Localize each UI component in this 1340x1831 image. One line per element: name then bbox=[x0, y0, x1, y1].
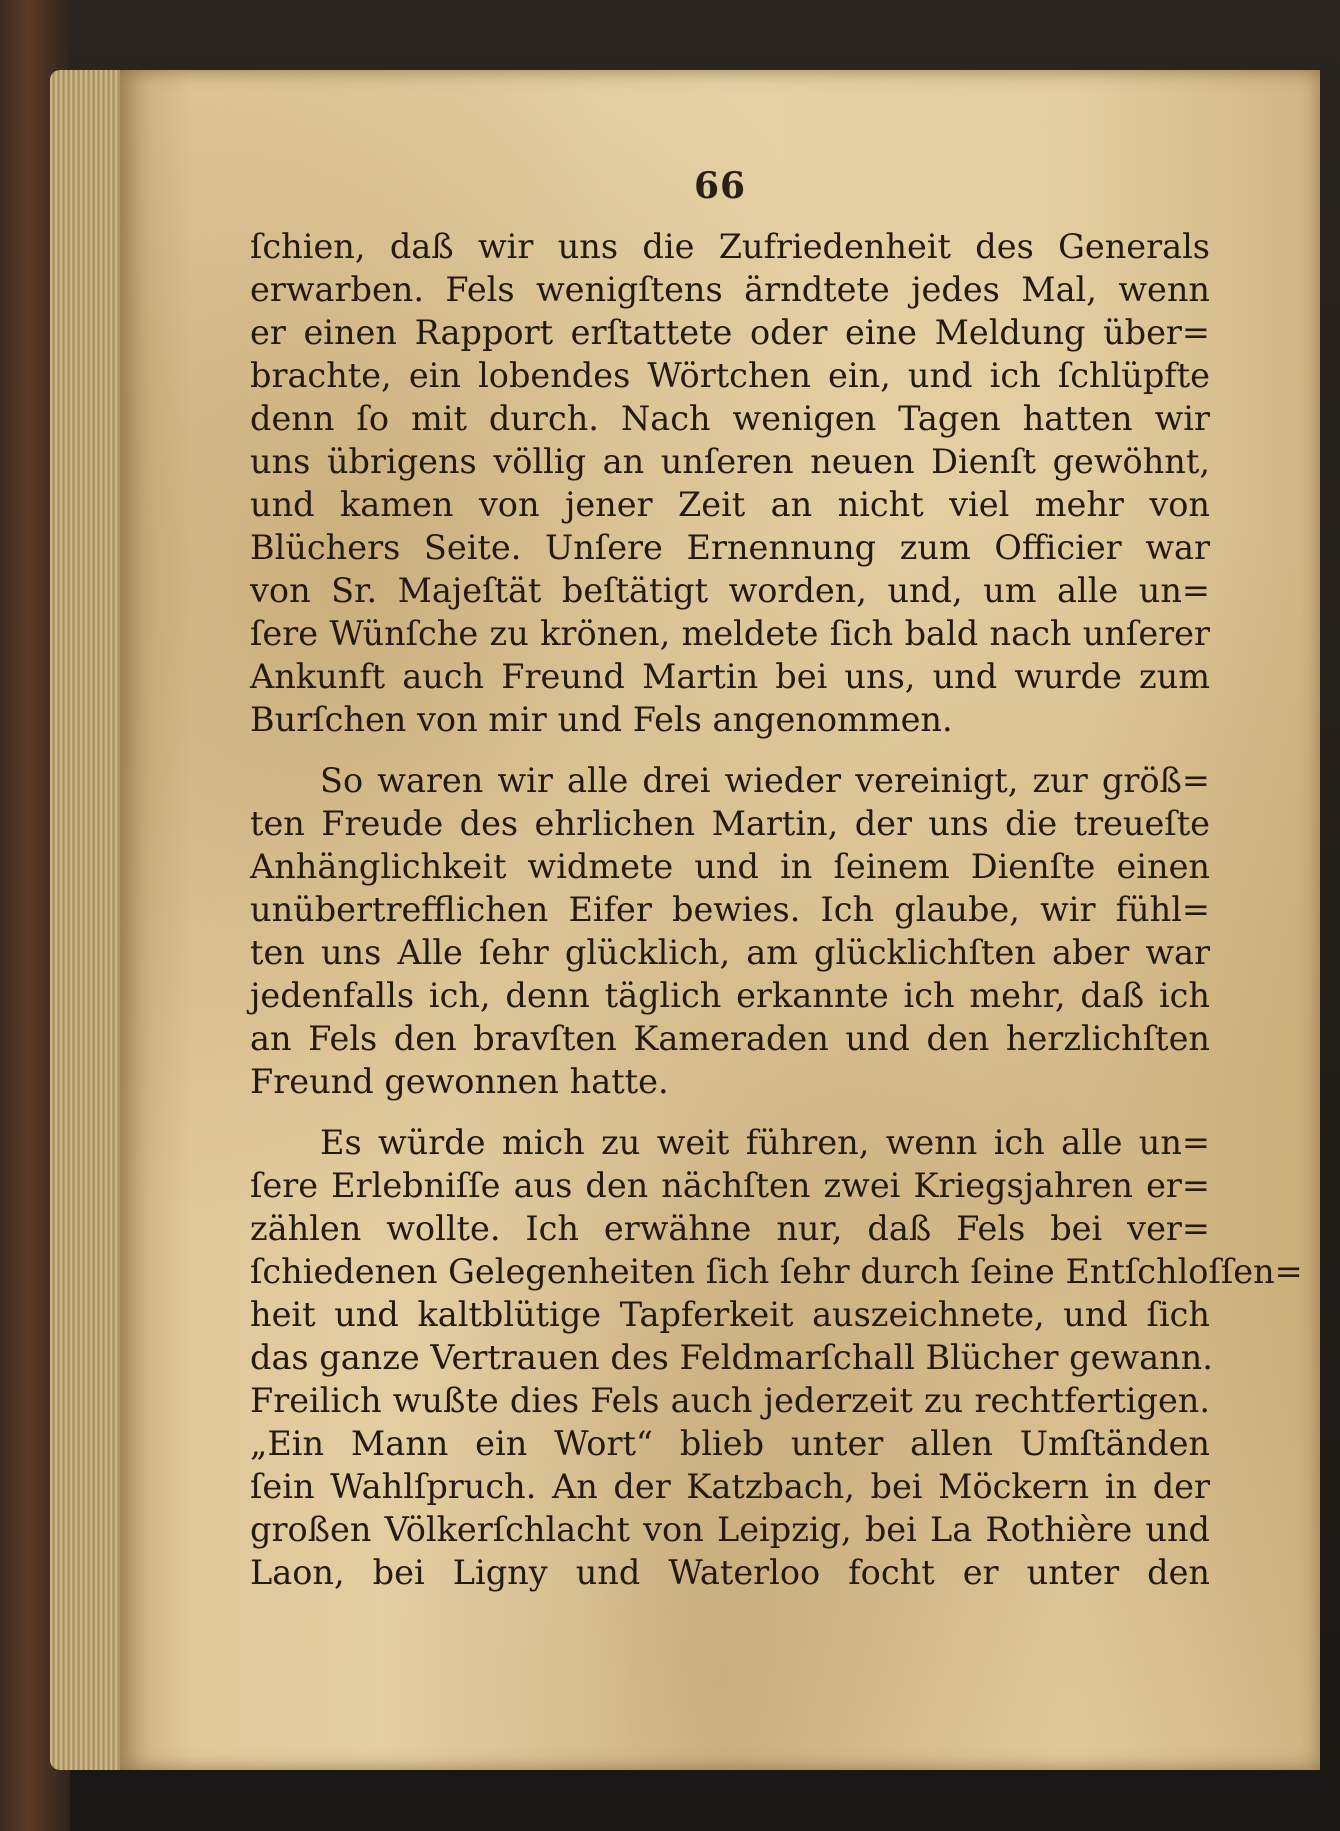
text-line: Freilich wußte dies Fels auch jederzeit zu rechtfertigen. bbox=[250, 1381, 1210, 1420]
text-line: brachte, ein lobendes Wörtchen ein, und ich ſchlüpfte bbox=[250, 356, 1210, 395]
text-line: Freund gewonnen hatte. bbox=[250, 1062, 669, 1101]
text-line: zählen wollte. Ich erwähne nur, daß Fels bei ver= bbox=[250, 1209, 1210, 1248]
text-line: erwarben. Fels wenigſtens ärndtete jedes Mal, wenn bbox=[250, 270, 1210, 309]
text-line: jedenfalls ich, denn täglich erkannte ich mehr, daß ich bbox=[250, 976, 1210, 1015]
text-line: großen Völkerſchlacht von Leipzig, bei La Rothière und bbox=[250, 1510, 1210, 1549]
text-line: ſchien, daß wir uns die Zufriedenheit des Generals bbox=[250, 227, 1210, 266]
text-line: ten uns Alle ſehr glücklich, am glücklichſten aber war bbox=[250, 933, 1210, 972]
text-line: ten Freude des ehrlichen Martin, der uns die treueſte bbox=[250, 804, 1210, 843]
text-line: heit und kaltblütige Tapferkeit auszeichnete, und ſich bbox=[250, 1295, 1210, 1334]
text-line: Ankunft auch Freund Martin bei uns, und wurde zum bbox=[250, 657, 1210, 696]
text-line: denn ſo mit durch. Nach wenigen Tagen hatten wir bbox=[250, 399, 1210, 438]
text-line: Blüchers Seite. Unſere Ernennung zum Officier war bbox=[250, 528, 1210, 567]
text-line: an Fels den bravſten Kameraden und den herzlichſten bbox=[250, 1019, 1210, 1058]
page-text bbox=[250, 225, 1303, 1612]
text-line: ſchiedenen Gelegenheiten ſich ſehr durch ſeine Entſchloſſen= bbox=[250, 1252, 1303, 1291]
book-page bbox=[120, 70, 1320, 1770]
text-line: das ganze Vertrauen des Feldmarſchall Blücher gewann. bbox=[250, 1338, 1213, 1377]
text-line: Es würde mich zu weit führen, wenn ich alle un= bbox=[320, 1123, 1210, 1162]
paragraph bbox=[250, 225, 1210, 741]
text-line: unübertrefflichen Eifer bewies. Ich glaube, wir fühl= bbox=[250, 890, 1210, 929]
text-line: uns übrigens völlig an unſeren neuen Dienſt gewöhnt, bbox=[250, 442, 1210, 481]
text-line: und kamen von jener Zeit an nicht viel mehr von bbox=[250, 485, 1210, 524]
text-line: ſein Wahlſpruch. An der Katzbach, bei Möckern in der bbox=[250, 1467, 1210, 1506]
paragraph bbox=[250, 1121, 1303, 1594]
text-line: Anhänglichkeit widmete und in ſeinem Dienſte einen bbox=[250, 847, 1210, 886]
text-line: So waren wir alle drei wieder vereinigt, zur größ= bbox=[320, 761, 1210, 800]
text-line: von Sr. Majeſtät beſtätigt worden, und, um alle un= bbox=[250, 571, 1210, 610]
text-line: „Ein Mann ein Wort“ blieb unter allen Umſtänden bbox=[250, 1424, 1210, 1463]
text-line: Burſchen von mir und Fels angenommen. bbox=[250, 700, 953, 739]
paragraph bbox=[250, 759, 1210, 1103]
text-line: Laon, bei Ligny und Waterloo focht er unter den bbox=[250, 1553, 1210, 1592]
page-number: 66 bbox=[693, 165, 747, 207]
text-line: er einen Rapport erſtattete oder eine Meldung über= bbox=[250, 313, 1210, 352]
text-line: ſere Wünſche zu krönen, meldete ſich bald nach unſerer bbox=[250, 614, 1210, 653]
text-line: ſere Erlebniſſe aus den nächſten zwei Kriegsjahren er= bbox=[250, 1166, 1210, 1205]
